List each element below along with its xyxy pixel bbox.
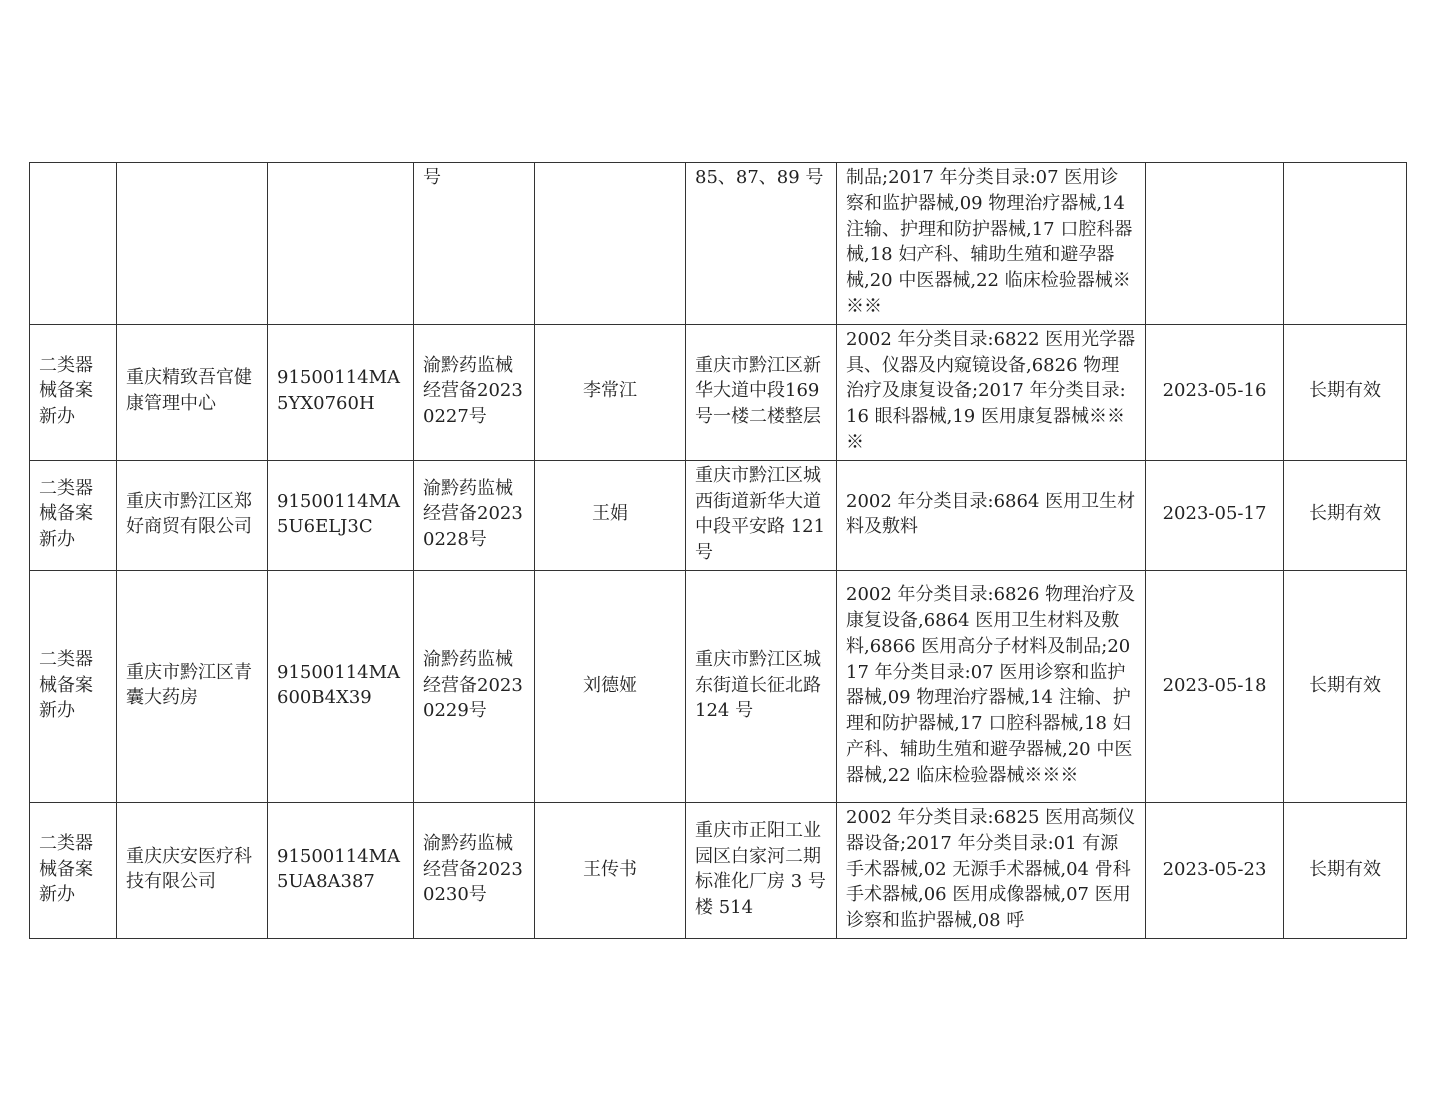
scope-cell: 2002 年分类目录:6864 医用卫生材料及敷料 — [837, 460, 1146, 570]
type-cell — [30, 163, 117, 325]
type-cell: 二类器械备案新办 — [30, 570, 117, 802]
scope-cell: 2002 年分类目录:6822 医用光学器具、仪器及内窥镜设备,6826 物理治疗及康复设备;2017 年分类目录:16 眼科器械,19 医用康复器械※※※ — [837, 324, 1146, 460]
date-cell: 2023-05-23 — [1146, 802, 1284, 938]
table-row — [30, 163, 1407, 325]
address-cell: 重庆市黔江区城西街道新华大道中段平安路 121 号 — [686, 460, 837, 570]
type-cell: 二类器械备案新办 — [30, 802, 117, 938]
validity-cell — [1284, 163, 1407, 325]
table-row — [30, 570, 1407, 802]
record-no-cell: 号 — [414, 163, 535, 325]
credit-code-cell: 91500114MA5YX0760H — [268, 324, 414, 460]
person-cell: 李常江 — [535, 324, 686, 460]
record-no-cell: 渝黔药监械经营备20230230号 — [414, 802, 535, 938]
address-cell: 重庆市黔江区新华大道中段169 号一楼二楼整层 — [686, 324, 837, 460]
type-cell: 二类器械备案新办 — [30, 324, 117, 460]
address-cell: 85、87、89 号 — [686, 163, 837, 325]
address-cell: 重庆市正阳工业园区白家河二期标准化厂房 3 号楼 514 — [686, 802, 837, 938]
enterprise-cell: 重庆精致吾官健康管理中心 — [117, 324, 268, 460]
validity-cell: 长期有效 — [1284, 570, 1407, 802]
credit-code-cell: 91500114MA5UA8A387 — [268, 802, 414, 938]
type-cell: 二类器械备案新办 — [30, 460, 117, 570]
record-no-cell: 渝黔药监械经营备20230228号 — [414, 460, 535, 570]
table-row — [30, 324, 1407, 460]
validity-cell: 长期有效 — [1284, 460, 1407, 570]
credit-code-cell — [268, 163, 414, 325]
credit-code-cell: 91500114MA600B4X39 — [268, 570, 414, 802]
scope-cell: 制品;2017 年分类目录:07 医用诊察和监护器械,09 物理治疗器械,14 注输、护理和防护器械,17 口腔科器械,18 妇产科、辅助生殖和避孕器械,20 中医器械,22 临床检验器械※※※ — [837, 163, 1146, 325]
table-body — [30, 163, 1407, 939]
credit-code-cell: 91500114MA5U6ELJ3C — [268, 460, 414, 570]
person-cell: 刘德娅 — [535, 570, 686, 802]
enterprise-cell — [117, 163, 268, 325]
enterprise-cell: 重庆市黔江区郑好商贸有限公司 — [117, 460, 268, 570]
scope-cell: 2002 年分类目录:6826 物理治疗及康复设备,6864 医用卫生材料及敷料,6866 医用高分子材料及制品;2017 年分类目录:07 医用诊察和监护器械,09 物理治疗器械,14 注输、护理和防护器械,17 口腔科器械,18 妇产科、辅助生殖和避孕器械,20 中医器械,22 临床检验器械※※※ — [837, 570, 1146, 802]
table-row — [30, 802, 1407, 938]
validity-cell: 长期有效 — [1284, 324, 1407, 460]
date-cell: 2023-05-16 — [1146, 324, 1284, 460]
date-cell — [1146, 163, 1284, 325]
scope-cell: 2002 年分类目录:6825 医用高频仪器设备;2017 年分类目录:01 有源手术器械,02 无源手术器械,04 骨科手术器械,06 医用成像器械,07 医用诊察和监护器械,08 呼 — [837, 802, 1146, 938]
enterprise-cell: 重庆市黔江区青囊大药房 — [117, 570, 268, 802]
address-cell: 重庆市黔江区城东街道长征北路 124 号 — [686, 570, 837, 802]
record-no-cell: 渝黔药监械经营备20230229号 — [414, 570, 535, 802]
validity-cell: 长期有效 — [1284, 802, 1407, 938]
date-cell: 2023-05-17 — [1146, 460, 1284, 570]
date-cell: 2023-05-18 — [1146, 570, 1284, 802]
record-no-cell: 渝黔药监械经营备20230227号 — [414, 324, 535, 460]
person-cell: 王娟 — [535, 460, 686, 570]
person-cell: 王传书 — [535, 802, 686, 938]
records-table — [29, 162, 1407, 939]
enterprise-cell: 重庆庆安医疗科技有限公司 — [117, 802, 268, 938]
table-row — [30, 460, 1407, 570]
person-cell — [535, 163, 686, 325]
